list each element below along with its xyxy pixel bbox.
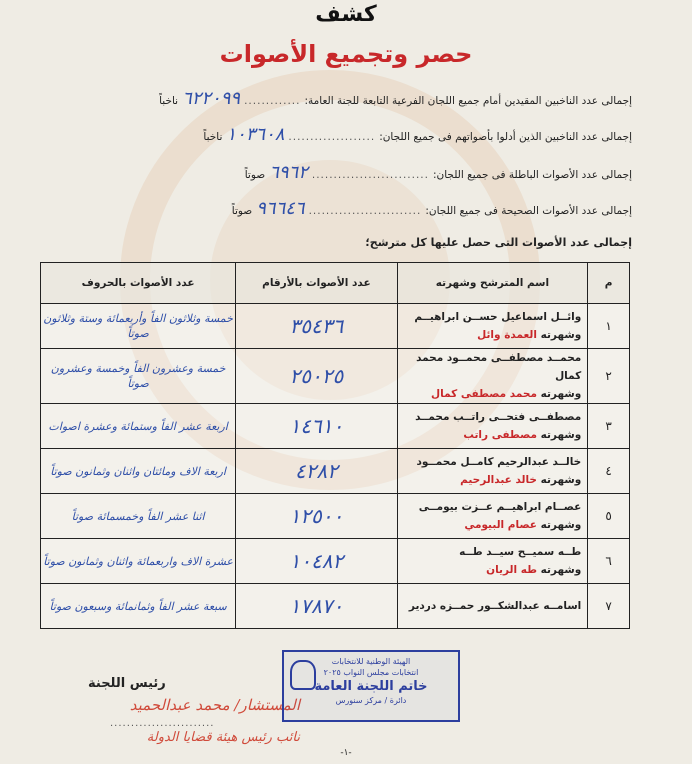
- signature-line-2: نائب رئيس هيئة قضايا الدولة: [146, 730, 300, 745]
- stat-unit: ناخباً: [203, 131, 223, 143]
- candidate-full-name: محمــد مصطفــى محمــود محمد كمال: [416, 352, 582, 382]
- page-title: كشف: [315, 2, 377, 27]
- candidate-name: [397, 584, 588, 629]
- eagle-icon: [290, 660, 316, 690]
- table-row: [41, 449, 630, 494]
- stat-unit: صوتاً: [244, 169, 266, 181]
- candidate-name: [397, 494, 588, 539]
- stamp-line-1: الهيئة الوطنية للانتخابات: [331, 657, 411, 666]
- candidate-nickname: خالد عبدالرحيم: [460, 474, 537, 486]
- votes-digits: ٢٥٠٢٥: [236, 349, 397, 404]
- table-row: [41, 404, 630, 449]
- stat-dots: .............: [244, 95, 301, 107]
- votes-digits: ١٤٦١٠: [236, 404, 397, 449]
- candidate-full-name: اسامــه عبدالشكــور حمــزه دردير: [408, 600, 582, 612]
- votes-digits: ١٢٥٠٠: [236, 494, 397, 539]
- stat-valid-votes: [232, 198, 632, 219]
- stat-unit: ناخباً: [159, 95, 179, 107]
- votes-digits: ٤٢٨٢: [236, 449, 397, 494]
- candidate-nickname: مصطفى راتب: [463, 429, 537, 441]
- signature-dotline: .........................: [110, 718, 215, 729]
- stat-dots: ....................: [288, 131, 376, 143]
- stat-value: ٦٢٢٠٩٩: [182, 88, 241, 109]
- candidates-table: [40, 262, 630, 629]
- candidate-full-name: خالــد عبدالرحيم كامــل محمــود: [416, 456, 582, 468]
- stamp-line-2: انتخابات مجلس النواب ٢٠٢٥: [323, 668, 419, 677]
- page-subtitle: حصر وتجميع الأصوات: [219, 40, 473, 68]
- stamp-line-4: دائرة / مركز سنورس: [335, 696, 407, 705]
- candidate-name: [397, 404, 588, 449]
- candidate-full-name: عصــام ابراهيــم عــزت بيومــى: [418, 501, 582, 513]
- table-row: [41, 494, 630, 539]
- nick-prefix: وشهرته: [540, 429, 582, 441]
- candidate-nickname: عصام البيومي: [464, 519, 537, 531]
- candidate-full-name: وائــل اسماعيل حســن ابراهيــم: [414, 311, 582, 323]
- votes-digits: ١٠٤٨٢: [236, 539, 397, 584]
- stat-label: إجمالى عدد الأصوات الباطلة فى جميع اللجان:: [432, 169, 632, 181]
- row-index: ٣: [588, 404, 630, 449]
- nick-prefix: وشهرته: [540, 474, 582, 486]
- candidate-name: [397, 304, 588, 349]
- row-index: ٦: [588, 539, 630, 584]
- candidate-nickname: العمدة وائل: [477, 329, 537, 341]
- stat-label: إجمالى عدد الناخبين الذين أدلوا بأصواتهم فى جميع اللجان:: [379, 131, 632, 143]
- table-row: [41, 349, 630, 404]
- votes-words: عشرة الاف واربعمائة واثنان وثمانون صوتاً: [41, 539, 236, 584]
- candidates-votes-label: إجمالى عدد الأصوات التى حصل عليها كل مترشح؛: [365, 236, 632, 249]
- stamp-line-3: خاتم اللجنة العامة: [314, 679, 428, 694]
- committee-chair-label: رئيس اللجنة: [88, 676, 166, 691]
- stat-dots: ...........................: [311, 169, 429, 181]
- row-index: ١: [588, 304, 630, 349]
- votes-digits: ١٧٨٧٠: [236, 584, 397, 629]
- stat-invalid-votes: [245, 162, 632, 183]
- stat-value: ٦٩٦٢: [269, 162, 308, 183]
- nick-prefix: وشهرته: [540, 519, 582, 531]
- votes-digits: ٣٥٤٣٦: [236, 304, 397, 349]
- nick-prefix: وشهرته: [540, 564, 582, 576]
- stat-label: إجمالى عدد الناخبين المقيدين أمام جميع اللجان الفرعية التابعة للجنة العامة:: [304, 95, 632, 107]
- stat-value: ١٠٣٦٠٨: [226, 124, 285, 145]
- candidate-name: [397, 539, 588, 584]
- stat-dots: ..........................: [308, 205, 422, 217]
- nick-prefix: وشهرته: [540, 388, 582, 400]
- general-committee-stamp: [282, 650, 460, 722]
- stat-value: ٩٦٦٤٦: [256, 198, 305, 219]
- table-header-row: [41, 263, 630, 304]
- votes-words: اربعة عشر الفاً وستمائة وعشرة اصوات: [41, 404, 236, 449]
- candidate-name: [397, 349, 588, 404]
- candidate-nickname: محمد مصطفى كمال: [431, 388, 537, 400]
- table-row: [41, 584, 630, 629]
- candidate-name: [397, 449, 588, 494]
- header-candidate-name: اسم المترشح وشهرته: [397, 263, 588, 304]
- votes-words: سبعة عشر الفاً وثمانمائة وسبعون صوتاً: [41, 584, 236, 629]
- votes-words: خمسة وعشرون الفاً وخمسة وعشرون صوتاً: [41, 349, 236, 404]
- header-votes-digits: عدد الأصوات بالأرقام: [236, 263, 397, 304]
- stat-registered-voters: [159, 88, 632, 109]
- votes-words: اربعة الاف ومائتان واثنان وثمانون صوتاً: [41, 449, 236, 494]
- table-row: [41, 539, 630, 584]
- candidate-nickname: طه الريان: [486, 564, 537, 576]
- row-index: ٥: [588, 494, 630, 539]
- stat-voters-voted: [203, 124, 632, 145]
- header-index: م: [588, 263, 630, 304]
- candidate-full-name: طــه سميــح سيــد طــه: [459, 546, 582, 558]
- row-index: ٢: [588, 349, 630, 404]
- row-index: ٤: [588, 449, 630, 494]
- votes-words: خمسة وثلاثون الفاً وأربعمائة وستة وثلاثون صوتاً: [41, 304, 236, 349]
- page-number: -١-: [340, 748, 352, 758]
- nick-prefix: وشهرته: [540, 329, 582, 341]
- candidate-full-name: مصطفــى فتحــى راتــب محمــد: [415, 411, 582, 423]
- row-index: ٧: [588, 584, 630, 629]
- table-row: [41, 304, 630, 349]
- stat-label: إجمالى عدد الأصوات الصحيحة فى جميع اللجان:: [425, 205, 632, 217]
- stat-unit: صوتاً: [231, 205, 253, 217]
- votes-words: اثنا عشر الفاً وخمسمائة صوتاً: [41, 494, 236, 539]
- header-votes-words: عدد الأصوات بالحروف: [41, 263, 236, 304]
- signature-line-1: المستشار/ محمد عبدالحميد: [129, 696, 300, 714]
